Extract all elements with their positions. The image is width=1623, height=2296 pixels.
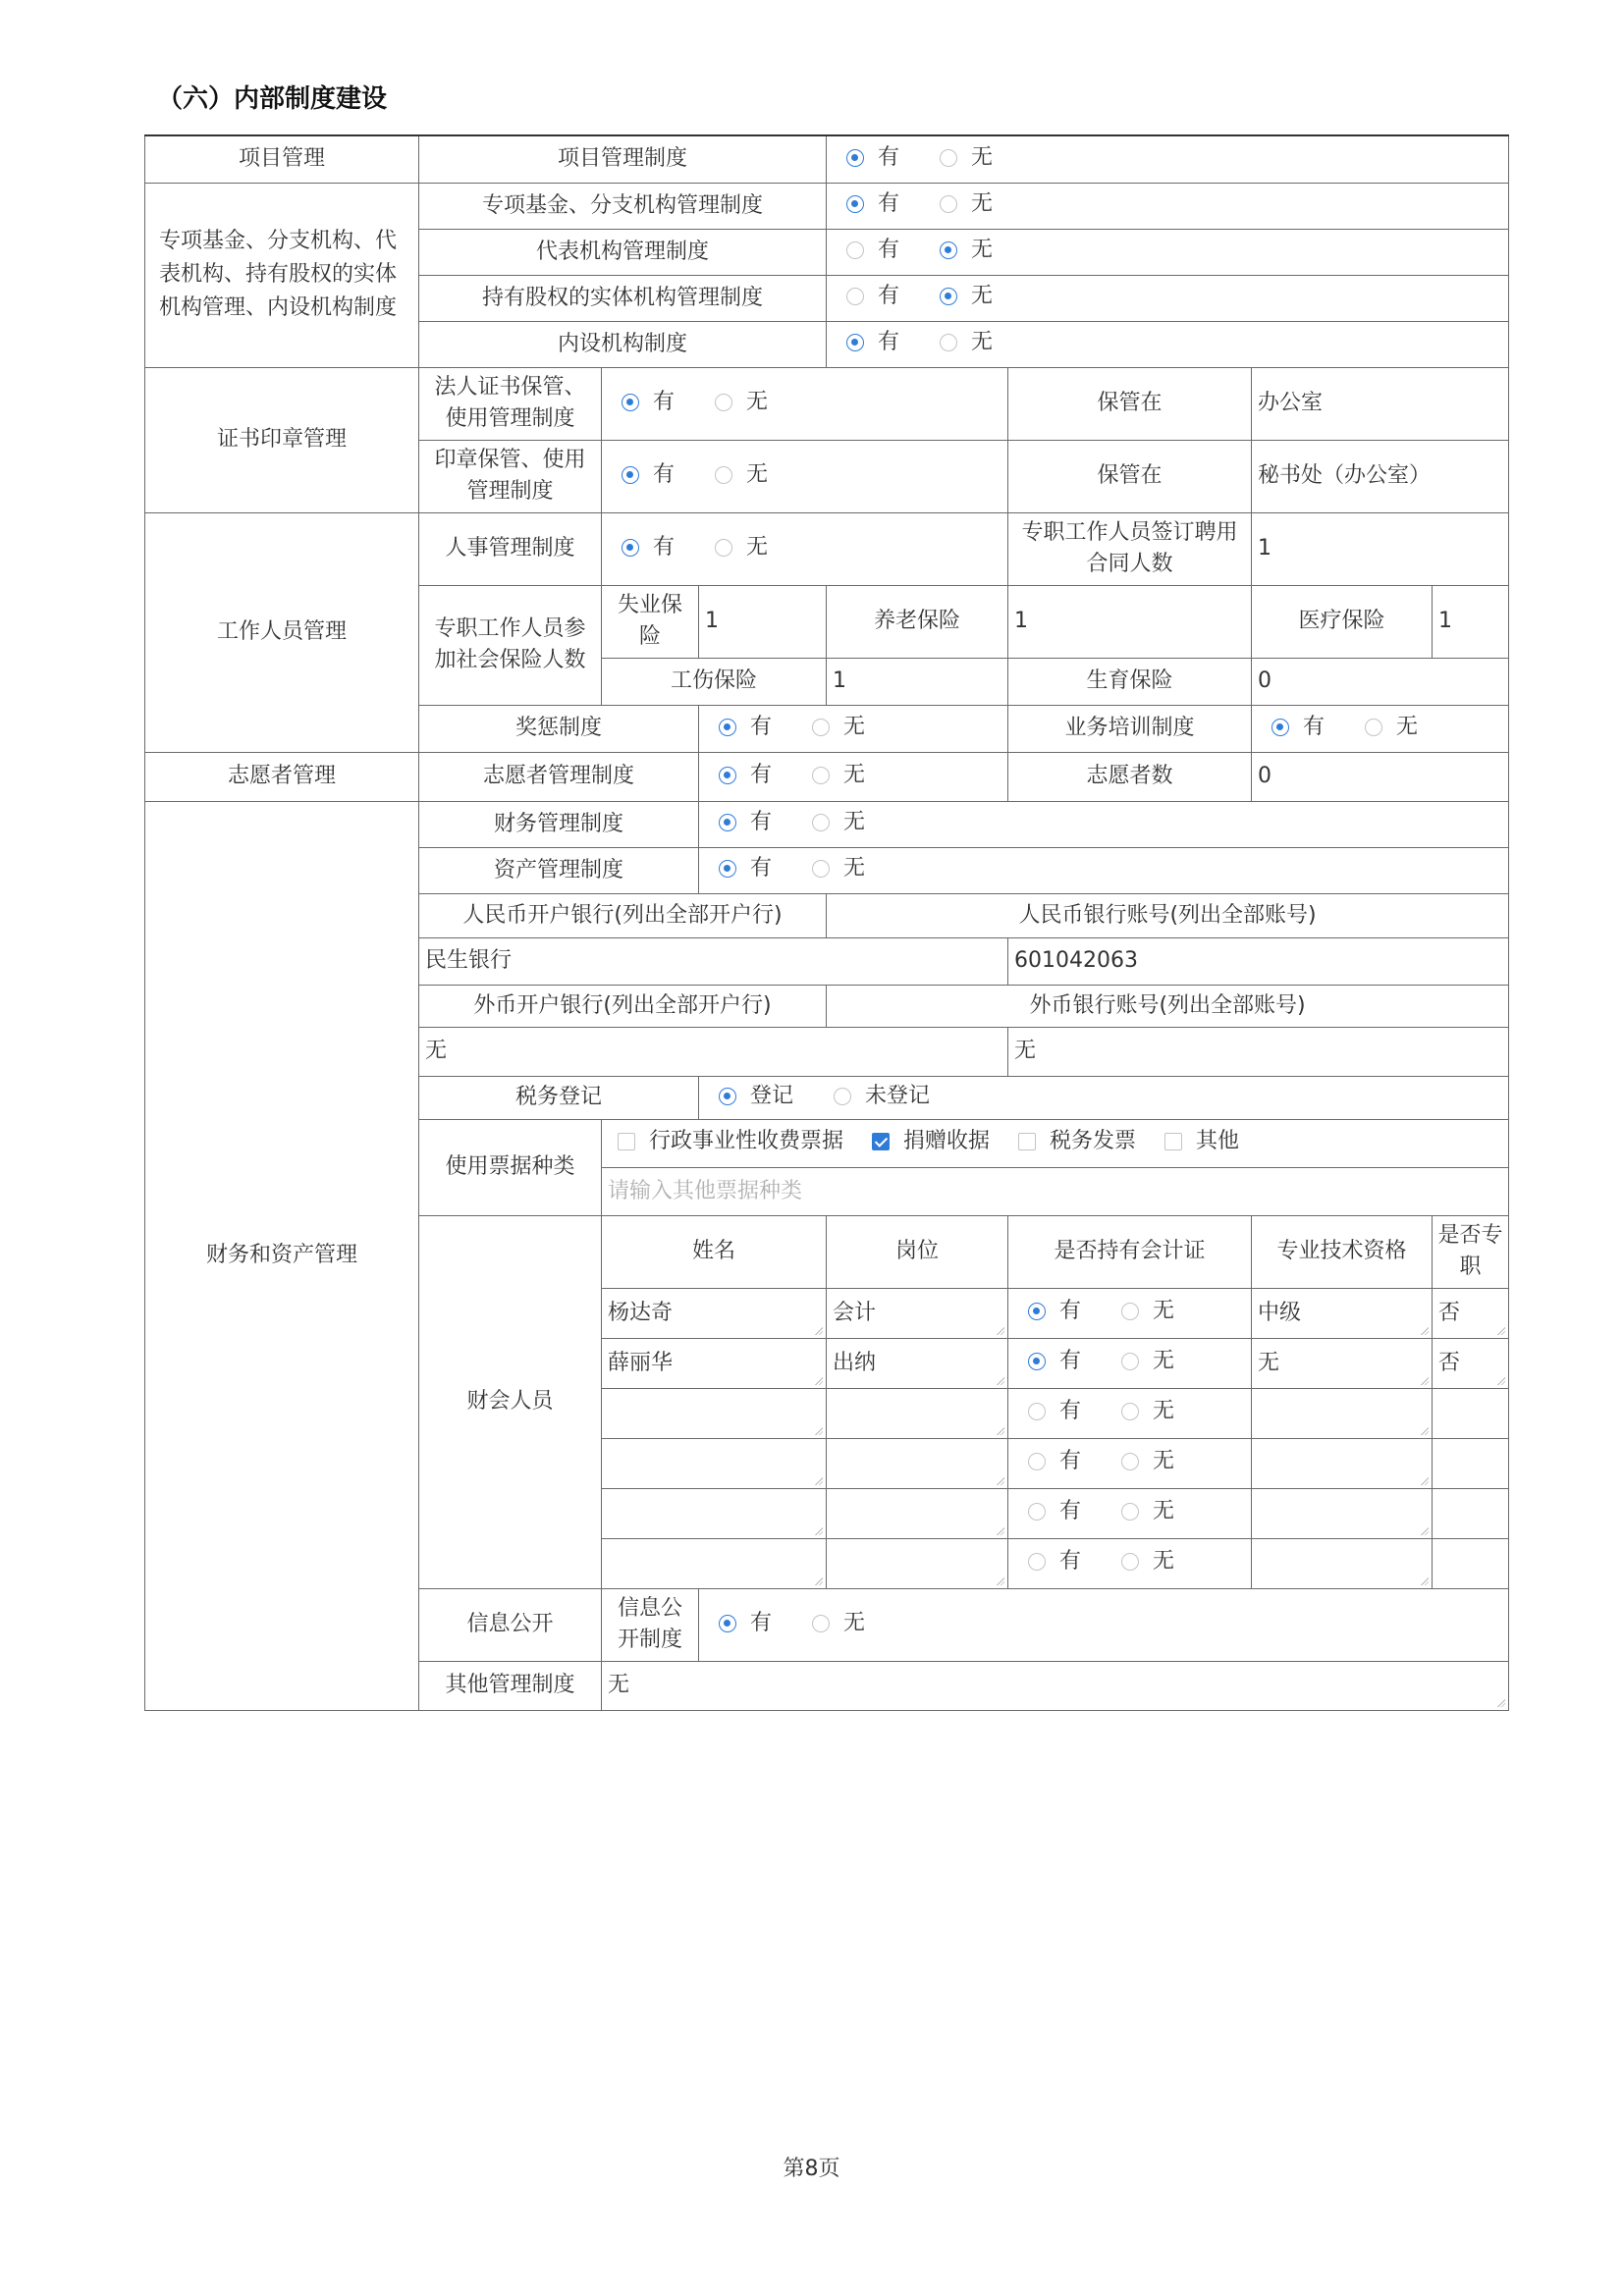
acc-cert-radio[interactable]: 有 无 xyxy=(1008,1288,1252,1338)
section-title: （六）内部制度建设 xyxy=(157,84,388,114)
cert-seal-label: 印章保管、使用管理制度 xyxy=(419,440,602,512)
radio-yes-icon[interactable] xyxy=(622,466,639,484)
project-system-radio[interactable]: 有 无 xyxy=(827,135,1509,183)
acc-qual-input[interactable]: 无 xyxy=(1252,1338,1433,1388)
radio-no-icon[interactable] xyxy=(940,334,957,351)
kept-at-label: 保管在 xyxy=(1008,367,1252,440)
radio-registered-icon[interactable] xyxy=(719,1088,736,1105)
staff-category: 工作人员管理 xyxy=(145,512,419,752)
radio-unregistered-icon[interactable] xyxy=(834,1088,851,1105)
radio-no-icon[interactable] xyxy=(715,466,732,484)
acc-qual-input[interactable] xyxy=(1252,1538,1433,1588)
acc-post-input[interactable] xyxy=(827,1488,1008,1538)
unemployment-label: 失业保险 xyxy=(602,585,699,658)
radio-no-icon[interactable] xyxy=(940,195,957,213)
disclosure-label: 信息公开 xyxy=(419,1588,602,1661)
acc-header-qual: 专业技术资格 xyxy=(1252,1215,1433,1288)
pension-value[interactable]: 1 xyxy=(1008,585,1252,658)
acc-header-cert: 是否持有会计证 xyxy=(1008,1215,1252,1288)
radio-yes-icon[interactable] xyxy=(1028,1403,1046,1420)
radio-no-icon[interactable] xyxy=(940,149,957,167)
radio-yes-icon[interactable] xyxy=(719,1615,736,1632)
acc-post-input[interactable]: 会计 xyxy=(827,1288,1008,1338)
radio-yes-icon[interactable] xyxy=(846,149,864,167)
fx-bank-label: 外币开户银行(列出全部开户行) xyxy=(419,985,827,1027)
radio-yes-icon[interactable] xyxy=(719,860,736,878)
disclosure-radio[interactable]: 有 无 xyxy=(699,1588,1509,1661)
tax-radio[interactable]: 登记 未登记 xyxy=(699,1076,1509,1119)
acc-name-input[interactable]: 薛丽华 xyxy=(602,1338,827,1388)
acc-name-input[interactable] xyxy=(602,1438,827,1488)
acc-post-input[interactable] xyxy=(827,1388,1008,1438)
acc-name-input[interactable] xyxy=(602,1538,827,1588)
acc-qual-input[interactable] xyxy=(1252,1388,1433,1438)
volunteer-count-label: 志愿者数 xyxy=(1008,752,1252,801)
rmb-bank-value[interactable]: 民生银行 xyxy=(419,937,1008,985)
acc-name-input[interactable] xyxy=(602,1388,827,1438)
radio-no-icon[interactable] xyxy=(812,767,830,784)
branch-item-radio[interactable]: 有 无 xyxy=(827,275,1509,321)
branch-item-label: 代表机构管理制度 xyxy=(419,229,827,275)
kept-at-label: 保管在 xyxy=(1008,440,1252,512)
checkbox-checked-icon[interactable] xyxy=(872,1133,890,1150)
radio-no-icon[interactable] xyxy=(1121,1503,1139,1521)
radio-yes-icon[interactable] xyxy=(622,394,639,411)
radio-no-icon[interactable] xyxy=(1121,1403,1139,1420)
reward-label: 奖惩制度 xyxy=(419,705,699,752)
fx-bank-value[interactable]: 无 xyxy=(419,1027,1008,1076)
radio-no-icon[interactable] xyxy=(1121,1353,1139,1370)
acc-cert-radio[interactable]: 有 无 xyxy=(1008,1338,1252,1388)
unemployment-value[interactable]: 1 xyxy=(699,585,827,658)
radio-yes-icon[interactable] xyxy=(846,288,864,305)
radio-yes-icon[interactable] xyxy=(1028,1303,1046,1320)
acc-fulltime-input[interactable] xyxy=(1433,1438,1509,1488)
radio-no-icon[interactable] xyxy=(1365,719,1382,736)
checkbox-icon[interactable] xyxy=(1018,1133,1036,1150)
kept-at-value: 秘书处（办公室） xyxy=(1252,440,1509,512)
acc-header-post: 岗位 xyxy=(827,1215,1008,1288)
branch-item-radio[interactable]: 有 无 xyxy=(827,229,1509,275)
injury-label: 工伤保险 xyxy=(602,658,827,705)
contract-count-value[interactable]: 1 xyxy=(1252,512,1509,585)
project-category: 项目管理 xyxy=(145,135,419,183)
injury-value[interactable]: 1 xyxy=(827,658,1008,705)
acc-fulltime-input[interactable]: 否 xyxy=(1433,1338,1509,1388)
radio-no-icon[interactable] xyxy=(940,241,957,259)
acc-cert-radio[interactable]: 有 无 xyxy=(1008,1488,1252,1538)
training-label: 业务培训制度 xyxy=(1008,705,1252,752)
medical-label: 医疗保险 xyxy=(1252,585,1433,658)
acc-cert-radio[interactable]: 有 无 xyxy=(1008,1388,1252,1438)
checkbox-icon[interactable] xyxy=(1164,1133,1182,1150)
other-system-input[interactable]: 无 xyxy=(602,1661,1509,1710)
receipt-other-input[interactable]: 请输入其他票据种类 xyxy=(602,1167,1509,1215)
branch-item-radio[interactable]: 有 无 xyxy=(827,183,1509,229)
volunteer-count-value[interactable]: 0 xyxy=(1252,752,1509,801)
radio-no-icon[interactable] xyxy=(940,288,957,305)
radio-no-icon[interactable] xyxy=(812,719,830,736)
rmb-bank-label: 人民币开户银行(列出全部开户行) xyxy=(419,893,827,937)
radio-no-icon[interactable] xyxy=(1121,1453,1139,1470)
pension-label: 养老保险 xyxy=(827,585,1008,658)
radio-yes-icon[interactable] xyxy=(1028,1353,1046,1370)
cert-seal-radio[interactable]: 有 无 xyxy=(602,440,1008,512)
other-system-label: 其他管理制度 xyxy=(419,1661,602,1710)
asset-system-label: 资产管理制度 xyxy=(419,847,699,893)
training-radio[interactable]: 有 无 xyxy=(1252,705,1509,752)
acc-header-name: 姓名 xyxy=(602,1215,827,1288)
asset-system-radio[interactable]: 有 无 xyxy=(699,847,1509,893)
radio-yes-icon[interactable] xyxy=(719,719,736,736)
radio-yes-icon[interactable] xyxy=(719,814,736,831)
acc-name-input[interactable]: 杨达奇 xyxy=(602,1288,827,1338)
acc-qual-input[interactable]: 中级 xyxy=(1252,1288,1433,1338)
cert-license-radio[interactable]: 有 无 xyxy=(602,367,1008,440)
radio-no-icon[interactable] xyxy=(1121,1553,1139,1571)
radio-yes-icon[interactable] xyxy=(1028,1453,1046,1470)
insurance-label: 专职工作人员参加社会保险人数 xyxy=(419,585,602,705)
kept-at-value: 办公室 xyxy=(1252,367,1509,440)
acc-cert-radio[interactable]: 有 无 xyxy=(1008,1538,1252,1588)
radio-no-icon[interactable] xyxy=(812,814,830,831)
cert-category: 证书印章管理 xyxy=(145,367,419,512)
hr-system-label: 人事管理制度 xyxy=(419,512,602,585)
fx-account-label: 外币银行账号(列出全部账号) xyxy=(827,985,1509,1027)
branch-category: 专项基金、分支机构、代表机构、持有股权的实体机构管理、内设机构制度 xyxy=(145,183,419,367)
radio-yes-icon[interactable] xyxy=(1028,1553,1046,1571)
rmb-account-label: 人民币银行账号(列出全部账号) xyxy=(827,893,1509,937)
project-system-label: 项目管理制度 xyxy=(419,135,827,183)
branch-item-radio[interactable]: 有 无 xyxy=(827,321,1509,367)
tax-label: 税务登记 xyxy=(419,1076,699,1119)
acc-post-input[interactable] xyxy=(827,1438,1008,1488)
rmb-account-value[interactable]: 601042063 xyxy=(1008,937,1509,985)
acc-post-input[interactable] xyxy=(827,1538,1008,1588)
accountant-label: 财会人员 xyxy=(419,1215,602,1588)
radio-yes-icon[interactable] xyxy=(1271,719,1289,736)
radio-no-icon[interactable] xyxy=(715,394,732,411)
branch-item-label: 专项基金、分支机构管理制度 xyxy=(419,183,827,229)
maternity-label: 生育保险 xyxy=(1008,658,1252,705)
acc-cert-radio[interactable]: 有 无 xyxy=(1008,1438,1252,1488)
cert-license-label: 法人证书保管、使用管理制度 xyxy=(419,367,602,440)
radio-yes-icon[interactable] xyxy=(846,241,864,259)
finance-category: 财务和资产管理 xyxy=(145,801,419,1710)
volunteer-system-radio[interactable]: 有 无 xyxy=(699,752,1008,801)
acc-name-input[interactable] xyxy=(602,1488,827,1538)
acc-fulltime-input[interactable] xyxy=(1433,1488,1509,1538)
acc-fulltime-input[interactable] xyxy=(1433,1388,1509,1438)
acc-header-fulltime: 是否专职 xyxy=(1433,1215,1509,1288)
radio-no-icon[interactable] xyxy=(715,539,732,557)
acc-qual-input[interactable] xyxy=(1252,1488,1433,1538)
contract-count-label: 专职工作人员签订聘用合同人数 xyxy=(1008,512,1252,585)
volunteer-system-label: 志愿者管理制度 xyxy=(419,752,699,801)
radio-no-icon[interactable] xyxy=(812,1615,830,1632)
checkbox-icon[interactable] xyxy=(618,1133,635,1150)
medical-value[interactable]: 1 xyxy=(1433,585,1509,658)
radio-yes-icon[interactable] xyxy=(719,767,736,784)
acc-qual-input[interactable] xyxy=(1252,1438,1433,1488)
acc-post-input[interactable]: 出纳 xyxy=(827,1338,1008,1388)
disclosure-system-label: 信息公开制度 xyxy=(602,1588,699,1661)
fx-account-value[interactable]: 无 xyxy=(1008,1027,1509,1076)
volunteer-category: 志愿者管理 xyxy=(145,752,419,801)
radio-no-icon[interactable] xyxy=(812,860,830,878)
radio-no-icon[interactable] xyxy=(1121,1303,1139,1320)
hr-system-radio[interactable]: 有 无 xyxy=(602,512,1008,585)
finance-system-label: 财务管理制度 xyxy=(419,801,699,847)
radio-yes-icon[interactable] xyxy=(1028,1503,1046,1521)
receipt-label: 使用票据种类 xyxy=(419,1119,602,1215)
acc-fulltime-input[interactable] xyxy=(1433,1538,1509,1588)
branch-item-label: 内设机构制度 xyxy=(419,321,827,367)
reward-radio[interactable]: 有 无 xyxy=(699,705,1008,752)
maternity-value[interactable]: 0 xyxy=(1252,658,1509,705)
branch-item-label: 持有股权的实体机构管理制度 xyxy=(419,275,827,321)
finance-system-radio[interactable]: 有 无 xyxy=(699,801,1509,847)
receipt-types[interactable]: 行政事业性收费票据 捐赠收据 税务发票 其他 xyxy=(602,1119,1509,1167)
radio-yes-icon[interactable] xyxy=(846,334,864,351)
acc-fulltime-input[interactable]: 否 xyxy=(1433,1288,1509,1338)
internal-system-table xyxy=(144,134,1509,1711)
page-number: 第8页 xyxy=(783,2157,840,2181)
radio-yes-icon[interactable] xyxy=(622,539,639,557)
radio-yes-icon[interactable] xyxy=(846,195,864,213)
